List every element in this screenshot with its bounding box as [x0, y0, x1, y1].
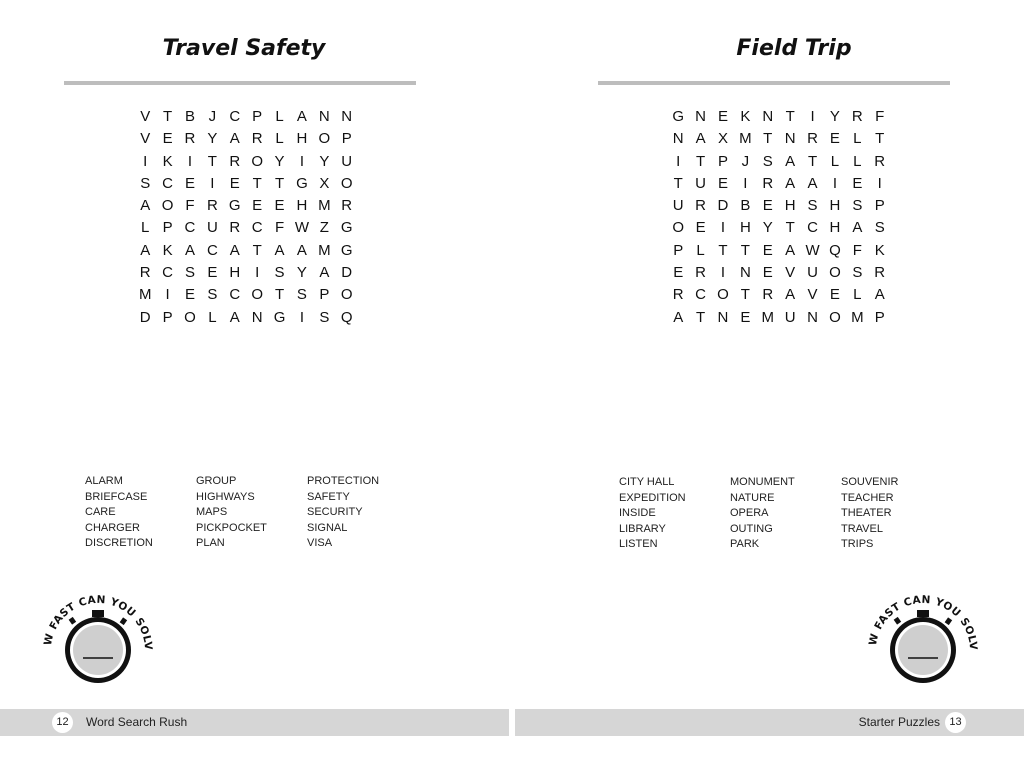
grid-letter[interactable]: G — [672, 108, 685, 125]
grid-letter[interactable]: T — [274, 174, 285, 192]
grid-row — [667, 240, 891, 262]
search-word: THEATER — [841, 507, 892, 519]
grid-letter[interactable]: X — [717, 130, 728, 148]
grid-letter[interactable]: Y — [762, 219, 773, 237]
page-number: 12 — [52, 712, 73, 733]
grid-letter[interactable]: D — [139, 308, 151, 326]
grid-letter[interactable]: I — [720, 219, 726, 237]
grid-letter[interactable]: V — [785, 264, 796, 282]
grid-letter[interactable]: Z — [319, 219, 329, 237]
search-word: SECURITY — [307, 506, 363, 518]
grid-letter[interactable]: A — [319, 264, 330, 282]
grid-letter[interactable]: R — [229, 152, 241, 170]
grid-letter[interactable]: E — [162, 130, 173, 148]
grid-letter[interactable]: T — [740, 286, 750, 304]
grid-letter[interactable]: U — [695, 174, 706, 192]
stopwatch-label: W FAST CAN YOU SOLV — [866, 593, 980, 651]
grid-letter[interactable]: W — [294, 219, 310, 237]
grid-letter[interactable]: P — [319, 286, 330, 304]
grid-letter[interactable]: L — [853, 130, 862, 148]
grid-letter[interactable]: R — [874, 152, 886, 170]
grid-letter[interactable]: R — [184, 130, 196, 148]
grid-letter[interactable]: A — [296, 108, 307, 125]
grid-letter[interactable]: D — [717, 197, 729, 215]
grid-letter[interactable]: I — [743, 174, 748, 192]
grid-letter[interactable]: I — [676, 152, 681, 170]
grid-letter[interactable]: E — [762, 241, 773, 259]
grid-letter[interactable]: S — [852, 197, 863, 215]
grid-letter[interactable]: M — [138, 286, 152, 304]
footer-bar — [515, 709, 1024, 736]
grid-letter[interactable]: N — [672, 130, 684, 148]
grid-letter[interactable]: Q — [829, 241, 841, 259]
grid-letter[interactable]: A — [852, 219, 863, 237]
grid-letter[interactable]: M — [318, 241, 331, 259]
grid-letter[interactable]: X — [319, 174, 330, 192]
letter-grid — [134, 106, 358, 329]
grid-row — [667, 151, 891, 173]
grid-letter[interactable]: T — [673, 174, 683, 192]
grid-letter[interactable]: C — [184, 219, 196, 237]
grid-letter[interactable]: I — [143, 152, 148, 170]
grid-letter[interactable]: G — [228, 197, 241, 215]
grid-letter[interactable]: T — [740, 241, 750, 259]
title-divider — [598, 81, 950, 85]
search-word: GROUP — [196, 475, 237, 487]
grid-letter[interactable]: C — [162, 174, 173, 192]
grid-letter[interactable]: U — [807, 264, 818, 282]
grid-letter[interactable]: A — [274, 241, 285, 259]
grid-row — [134, 173, 358, 195]
grid-letter[interactable]: O — [717, 286, 729, 304]
word-column — [307, 474, 418, 552]
grid-row — [134, 151, 358, 173]
grid-letter[interactable]: P — [162, 308, 173, 326]
grid-letter[interactable]: T — [875, 130, 885, 148]
grid-letter[interactable]: L — [275, 130, 284, 148]
grid-letter[interactable]: E — [762, 264, 773, 282]
grid-letter[interactable]: C — [229, 108, 241, 125]
grid-letter[interactable]: Y — [319, 152, 330, 170]
grid-letter[interactable]: S — [319, 308, 330, 326]
grid-letter[interactable]: A — [785, 152, 796, 170]
grid-letter[interactable]: H — [296, 130, 308, 148]
grid-letter[interactable]: R — [851, 108, 863, 125]
word-column — [619, 475, 730, 553]
search-word: CARE — [85, 506, 116, 518]
grid-letter[interactable]: N — [318, 108, 330, 125]
grid-letter[interactable]: F — [852, 241, 862, 259]
grid-letter[interactable]: T — [807, 152, 818, 170]
grid-letter[interactable]: E — [717, 174, 728, 192]
grid-letter[interactable]: U — [672, 197, 684, 215]
grid-letter[interactable]: R — [874, 264, 886, 282]
grid-letter[interactable]: R — [762, 286, 774, 304]
grid-letter[interactable]: V — [140, 108, 151, 125]
grid-letter[interactable]: P — [341, 130, 352, 148]
grid-letter[interactable]: Y — [274, 152, 285, 170]
grid-letter[interactable]: L — [141, 219, 150, 237]
grid-letter[interactable]: E — [852, 174, 863, 192]
grid-letter[interactable]: Y — [829, 108, 840, 125]
grid-letter[interactable]: O — [340, 286, 353, 304]
grid-letter[interactable]: K — [162, 152, 173, 170]
grid-letter[interactable]: R — [672, 286, 684, 304]
grid-letter[interactable]: H — [229, 264, 241, 282]
grid-letter[interactable]: S — [296, 286, 307, 304]
grid-letter[interactable]: G — [340, 241, 353, 259]
grid-letter[interactable]: N — [739, 264, 751, 282]
grid-letter[interactable]: E — [229, 174, 240, 192]
grid-letter[interactable]: E — [673, 264, 684, 282]
letter-grid — [667, 106, 891, 329]
grid-letter[interactable]: E — [717, 108, 728, 125]
search-word: PARK — [730, 538, 760, 550]
grid-letter[interactable]: C — [162, 264, 173, 282]
grid-letter[interactable]: C — [807, 219, 818, 237]
grid-letter[interactable]: I — [299, 308, 305, 326]
grid-row — [667, 106, 891, 128]
grid-row — [667, 217, 891, 239]
footer-book-title: Word Search Rush — [86, 715, 188, 729]
grid-letter[interactable]: R — [695, 264, 706, 282]
footer-bar — [0, 709, 509, 736]
grid-letter[interactable]: R — [807, 130, 818, 148]
grid-letter[interactable]: A — [695, 130, 706, 148]
search-word: CHARGER — [85, 521, 141, 534]
stopwatch-graphic — [858, 588, 988, 698]
grid-letter[interactable]: H — [296, 197, 308, 215]
grid-letter[interactable]: S — [140, 174, 151, 192]
grid-letter[interactable]: S — [762, 152, 773, 170]
grid-letter[interactable]: L — [275, 108, 284, 125]
search-word: LISTEN — [619, 538, 658, 550]
grid-letter[interactable]: I — [832, 174, 838, 192]
grid-letter[interactable]: O — [672, 219, 685, 237]
stopwatch-graphic — [33, 588, 163, 698]
grid-letter[interactable]: S — [274, 264, 285, 282]
grid-row — [667, 173, 891, 195]
grid-letter[interactable]: T — [696, 152, 706, 170]
right-page — [512, 0, 1024, 768]
grid-letter[interactable]: M — [761, 308, 774, 326]
grid-row — [134, 195, 358, 217]
grid-letter[interactable]: R — [229, 219, 241, 237]
search-word: ALARM — [85, 475, 123, 487]
grid-letter[interactable]: V — [140, 130, 151, 148]
grid-letter[interactable]: Q — [340, 308, 353, 326]
search-word: PLAN — [196, 537, 225, 549]
grid-letter[interactable]: E — [274, 197, 285, 215]
grid-letter[interactable]: W — [805, 241, 820, 259]
grid-letter[interactable]: C — [206, 241, 218, 259]
grid-letter[interactable]: A — [140, 197, 151, 215]
grid-letter[interactable]: K — [162, 241, 173, 259]
grid-letter[interactable]: C — [695, 286, 706, 304]
grid-letter[interactable]: T — [718, 241, 728, 259]
grid-letter[interactable]: A — [785, 286, 796, 304]
grid-letter[interactable]: C — [251, 219, 263, 237]
search-word: PICKPOCKET — [196, 521, 267, 534]
grid-letter[interactable]: E — [695, 219, 706, 237]
grid-letter[interactable]: H — [829, 219, 841, 237]
grid-letter[interactable]: O — [340, 174, 353, 192]
grid-row — [667, 128, 891, 150]
title-divider — [64, 81, 416, 85]
grid-letter[interactable]: P — [874, 308, 885, 326]
grid-letter[interactable]: E — [252, 197, 263, 215]
grid-letter[interactable]: P — [717, 152, 728, 170]
grid-letter[interactable]: O — [318, 130, 331, 148]
stopwatch-icon — [858, 588, 988, 698]
grid-row — [667, 262, 891, 284]
grid-letter[interactable]: N — [762, 108, 774, 125]
word-column — [841, 475, 952, 553]
search-word: BRIEFCASE — [85, 490, 148, 503]
grid-letter[interactable]: O — [829, 308, 841, 326]
word-column — [85, 474, 196, 552]
grid-letter[interactable]: P — [673, 241, 684, 259]
grid-letter[interactable]: S — [852, 264, 863, 282]
grid-letter[interactable]: A — [184, 241, 195, 259]
search-word: PROTECTION — [307, 475, 380, 487]
grid-letter[interactable]: U — [341, 152, 353, 170]
search-word: MAPS — [196, 506, 228, 518]
search-word: EXPEDITION — [619, 491, 686, 504]
grid-letter[interactable]: I — [187, 152, 193, 170]
grid-letter[interactable]: A — [296, 241, 307, 259]
grid-letter[interactable]: A — [140, 241, 151, 259]
grid-letter[interactable]: M — [739, 130, 752, 148]
grid-letter[interactable]: L — [696, 241, 705, 259]
grid-letter[interactable]: I — [810, 108, 815, 125]
grid-letter[interactable]: F — [274, 219, 285, 237]
grid-letter[interactable]: A — [874, 286, 885, 304]
grid-letter[interactable]: S — [874, 219, 885, 237]
grid-letter[interactable]: R — [695, 197, 706, 215]
grid-letter[interactable]: S — [184, 264, 195, 282]
grid-letter[interactable]: M — [851, 308, 864, 326]
grid-letter[interactable]: K — [740, 108, 751, 125]
grid-letter[interactable]: L — [208, 308, 217, 326]
grid-letter[interactable]: P — [874, 197, 885, 215]
grid-letter[interactable]: O — [829, 264, 841, 282]
footer-section-title: Starter Puzzles — [858, 715, 940, 729]
grid-letter[interactable]: A — [785, 241, 796, 259]
search-word: VISA — [307, 537, 333, 549]
grid-letter[interactable]: G — [340, 219, 353, 237]
page-title: Travel Safety — [162, 36, 326, 61]
grid-letter[interactable]: B — [184, 108, 195, 125]
grid-row — [667, 307, 891, 329]
grid-letter[interactable]: J — [208, 108, 217, 125]
grid-letter[interactable]: A — [229, 241, 240, 259]
grid-letter[interactable]: E — [740, 308, 751, 326]
search-word: MONUMENT — [730, 476, 795, 488]
grid-letter[interactable]: N — [807, 308, 818, 326]
grid-row — [134, 217, 358, 239]
grid-letter[interactable]: S — [207, 286, 218, 304]
grid-letter[interactable]: T — [785, 108, 795, 125]
grid-letter[interactable]: R — [251, 130, 263, 148]
grid-letter[interactable]: I — [255, 264, 260, 282]
grid-letter[interactable]: G — [296, 174, 308, 192]
grid-letter[interactable]: E — [762, 197, 773, 215]
grid-letter[interactable]: S — [807, 197, 818, 215]
grid-letter[interactable]: P — [162, 219, 173, 237]
grid-letter[interactable]: O — [161, 197, 174, 215]
grid-letter[interactable]: U — [784, 308, 796, 326]
grid-letter[interactable]: F — [185, 197, 195, 215]
search-word: OUTING — [730, 522, 773, 535]
grid-row — [134, 307, 358, 329]
search-word: CITY HALL — [619, 476, 675, 488]
grid-letter[interactable]: A — [229, 308, 240, 326]
grid-letter[interactable]: E — [207, 264, 218, 282]
grid-letter[interactable]: D — [341, 264, 353, 282]
search-word: OPERA — [730, 507, 769, 519]
grid-letter[interactable]: N — [784, 130, 796, 148]
grid-letter[interactable]: A — [673, 308, 684, 326]
stopwatch-icon — [33, 588, 163, 698]
grid-letter[interactable]: O — [251, 286, 263, 304]
stopwatch-label: W FAST CAN YOU SOLV — [41, 593, 155, 651]
grid-letter[interactable]: I — [210, 174, 215, 192]
grid-letter[interactable]: I — [165, 286, 170, 304]
grid-letter[interactable]: R — [139, 264, 151, 282]
grid-letter[interactable]: E — [829, 286, 840, 304]
grid-letter[interactable]: T — [763, 130, 773, 148]
grid-letter[interactable]: O — [251, 152, 263, 170]
grid-letter[interactable]: R — [341, 197, 353, 215]
grid-letter[interactable]: I — [720, 264, 726, 282]
grid-letter[interactable]: L — [853, 286, 862, 304]
grid-letter[interactable]: T — [207, 152, 217, 170]
grid-letter[interactable]: E — [184, 174, 195, 192]
grid-letter[interactable]: T — [785, 219, 795, 237]
grid-letter[interactable]: E — [184, 286, 195, 304]
grid-letter[interactable]: T — [163, 108, 173, 125]
grid-letter[interactable]: Y — [207, 130, 218, 148]
page-title: Field Trip — [736, 36, 852, 61]
grid-letter[interactable]: U — [206, 219, 218, 237]
grid-letter[interactable]: I — [299, 152, 305, 170]
grid-letter[interactable]: H — [784, 197, 796, 215]
grid-letter[interactable]: C — [229, 286, 241, 304]
grid-letter[interactable]: T — [696, 308, 706, 326]
word-list — [619, 475, 952, 553]
search-word: INSIDE — [619, 507, 656, 519]
grid-letter[interactable]: M — [318, 197, 331, 215]
search-word: TRAVEL — [841, 522, 883, 535]
grid-letter[interactable]: P — [252, 108, 263, 125]
grid-letter[interactable]: I — [877, 174, 882, 192]
search-word: TRIPS — [841, 538, 874, 550]
search-word: HIGHWAYS — [196, 490, 255, 503]
search-word: TEACHER — [841, 491, 894, 504]
grid-letter[interactable]: O — [184, 308, 196, 326]
grid-letter[interactable]: T — [252, 241, 262, 259]
grid-row — [134, 240, 358, 262]
grid-letter[interactable]: R — [762, 174, 774, 192]
grid-letter[interactable]: H — [739, 219, 751, 237]
grid-letter[interactable]: A — [785, 174, 796, 192]
grid-letter[interactable]: J — [741, 152, 750, 170]
grid-row — [667, 195, 891, 217]
grid-letter[interactable]: N — [251, 308, 263, 326]
search-word: LIBRARY — [619, 522, 666, 535]
search-word: SOUVENIR — [841, 476, 899, 488]
grid-letter[interactable]: N — [341, 108, 353, 125]
grid-letter[interactable]: T — [252, 174, 262, 192]
grid-letter[interactable]: R — [206, 197, 218, 215]
grid-row — [134, 128, 358, 150]
grid-letter[interactable]: Y — [296, 264, 307, 282]
search-word: SAFETY — [307, 490, 350, 503]
grid-letter[interactable]: E — [829, 130, 840, 148]
search-word: SIGNAL — [307, 521, 348, 534]
grid-letter[interactable]: H — [829, 197, 841, 215]
grid-row — [667, 284, 891, 306]
grid-letter[interactable]: B — [740, 197, 751, 215]
grid-row — [134, 284, 358, 306]
word-column — [730, 475, 841, 553]
grid-letter[interactable]: N — [695, 108, 706, 125]
grid-letter[interactable]: V — [807, 286, 818, 304]
grid-letter[interactable]: K — [874, 241, 885, 259]
grid-letter[interactable]: L — [853, 152, 862, 170]
word-list — [85, 474, 418, 552]
search-word: DISCRETION — [85, 537, 153, 549]
page-number: 13 — [945, 712, 966, 733]
grid-letter[interactable]: T — [274, 286, 285, 304]
word-column — [196, 474, 307, 552]
grid-letter[interactable]: A — [229, 130, 240, 148]
grid-letter[interactable]: F — [875, 108, 885, 125]
grid-row — [134, 262, 358, 284]
grid-letter[interactable]: G — [273, 308, 286, 326]
search-word: NATURE — [730, 491, 775, 504]
grid-letter[interactable]: N — [717, 308, 729, 326]
grid-letter[interactable]: A — [807, 174, 818, 192]
grid-row — [134, 106, 358, 128]
grid-letter[interactable]: L — [830, 152, 840, 170]
